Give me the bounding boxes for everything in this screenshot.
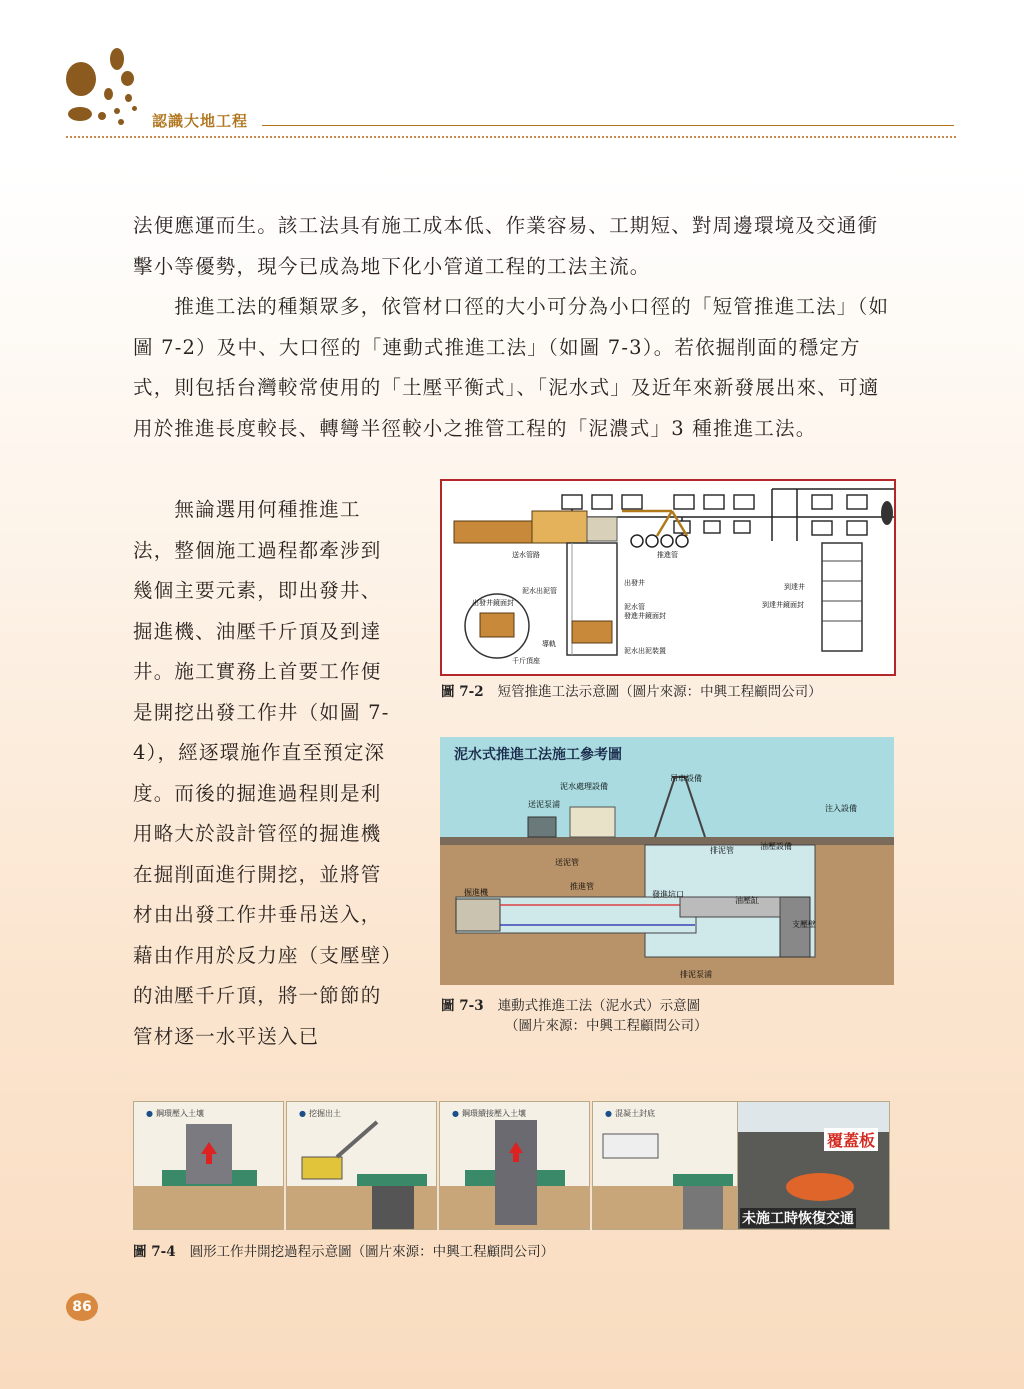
- figure-7-4-panels: [133, 1101, 890, 1230]
- body-paragraph-1: 法便應運而生。該工法具有施工成本低、作業容易、工期短、對周邊環境及交通衝擊小等優勢，現今已成為地下化小管道工程的工法主流。: [133, 214, 879, 278]
- label-water-pipe: 泥水管: [624, 603, 645, 611]
- figure-7-2-diagram: [440, 479, 896, 676]
- figure-7-3-caption-line2: （圖片來源：中興工程顧問公司）: [505, 1018, 708, 1034]
- label-mud-device: 泥水出泥裝置: [624, 647, 666, 655]
- label-wall: 支壓壁: [792, 920, 816, 929]
- figure-7-3-caption-line1: 連動式推進工法（泥水式）示意圖: [497, 998, 701, 1014]
- body-paragraph-2: 推進工法的種類眾多，依管材口徑的大小可分為小口徑的「短管推進工法」（如圖 7-2）及中、大口徑的「連動式推進工法」（如圖 7-3）。若依掘削面的穩定方式，則包括台灣較常使用的「土壓平衡式」、「泥水式」及近年來新發展出來、可適用於推進長度較長、轉彎半徑較小之推管工程的「泥濃式」3 種推進工法。: [133, 295, 890, 440]
- figure-7-2-caption: [441, 680, 822, 700]
- figure-7-2-number: 圖 7-2: [441, 684, 484, 700]
- figure-7-4-number: 圖 7-4: [133, 1244, 176, 1260]
- figure-7-3-number: 圖 7-3: [441, 998, 484, 1014]
- page-number: 86: [66, 1293, 98, 1321]
- header-rule: [262, 125, 954, 126]
- figure-7-3-caption: [441, 994, 700, 1014]
- header-title: 認識大地工程: [152, 112, 249, 130]
- label-treat: 泥水處理設備: [560, 782, 608, 791]
- panel-3-label: ● 鋼環續接壓入土壤: [452, 1108, 526, 1119]
- panel-1-label: ● 鋼環壓入土壤: [146, 1108, 204, 1119]
- label-tbm: 掘進機: [464, 888, 488, 897]
- label-discharge: 排泥管: [710, 846, 734, 855]
- label-jack: 千斤頂座: [512, 657, 540, 665]
- label-start-detail: 出發井鏡面封: [472, 599, 514, 607]
- restore-traffic-label: 未施工時恢復交通: [740, 1208, 856, 1228]
- panel-4-label: ● 混凝土封底: [605, 1108, 655, 1119]
- label-start-well: 出發井: [624, 579, 645, 587]
- figure-7-2-caption-text: 短管推進工法示意圖（圖片來源：中興工程顧問公司）: [497, 684, 822, 700]
- label-crane: 吊車設備: [670, 774, 702, 783]
- panel-excavate: [286, 1101, 437, 1230]
- panel-steel-ring-press: [133, 1101, 284, 1230]
- cover-plate-label: 覆蓋板: [824, 1128, 878, 1151]
- label-mud-out: 泥水出泥管: [522, 587, 557, 595]
- figure-7-3-title: 泥水式推進工法施工參考圖: [454, 747, 622, 763]
- label-push-pipe: 推進管: [570, 882, 594, 891]
- label-send-pipe: 送泥管: [555, 858, 579, 867]
- label-mud-pump: 排泥泵浦: [680, 970, 712, 979]
- label-seal: 發進井鏡面封: [624, 612, 666, 620]
- label-send-pump: 送泥泵浦: [528, 800, 560, 809]
- label-arrive-seal: 到達井鏡面封: [762, 601, 804, 609]
- figure-7-3-diagram: [440, 737, 894, 985]
- label-rail: 導軌: [542, 640, 556, 648]
- label-arrive-well: 到達井: [784, 583, 805, 591]
- panel-ring-continue: [439, 1101, 590, 1230]
- label-cylinder: 油壓缸: [735, 896, 759, 905]
- body-paragraph-3: 無論選用何種推進工法，整個施工過程都牽涉到幾個主要元素，即出發井、掘進機、油壓千斤頂及到達井。施工實務上首要工作便是開挖出發工作井（如圖 7-4），經逐環施作直至預定深度。而後的掘進過程則是利用略大於設計管徑的掘進機在掘削面進行開挖，並將管材由出發工作井垂吊送入，藉由作用於反力座（支壓壁）的油壓千斤頂，將一節節的管材逐一水平送入已: [133, 498, 393, 1048]
- label-pipe: 推進管: [657, 551, 678, 559]
- panel-concrete-seal: [592, 1101, 743, 1230]
- panel-restore-traffic: [737, 1101, 890, 1230]
- figure-7-4-caption-text: 圓形工作井開挖過程示意圖（圖片來源：中興工程顧問公司）: [189, 1244, 555, 1260]
- label-shaft: 發進坑口: [652, 890, 684, 899]
- label-pump: 送水管路: [512, 551, 540, 559]
- label-oil: 油壓設備: [760, 842, 792, 851]
- header-dotted-divider: [66, 136, 956, 138]
- label-inject: 注入設備: [825, 804, 857, 813]
- panel-2-label: ● 挖掘出土: [299, 1108, 341, 1119]
- figure-7-4-caption: [133, 1240, 554, 1260]
